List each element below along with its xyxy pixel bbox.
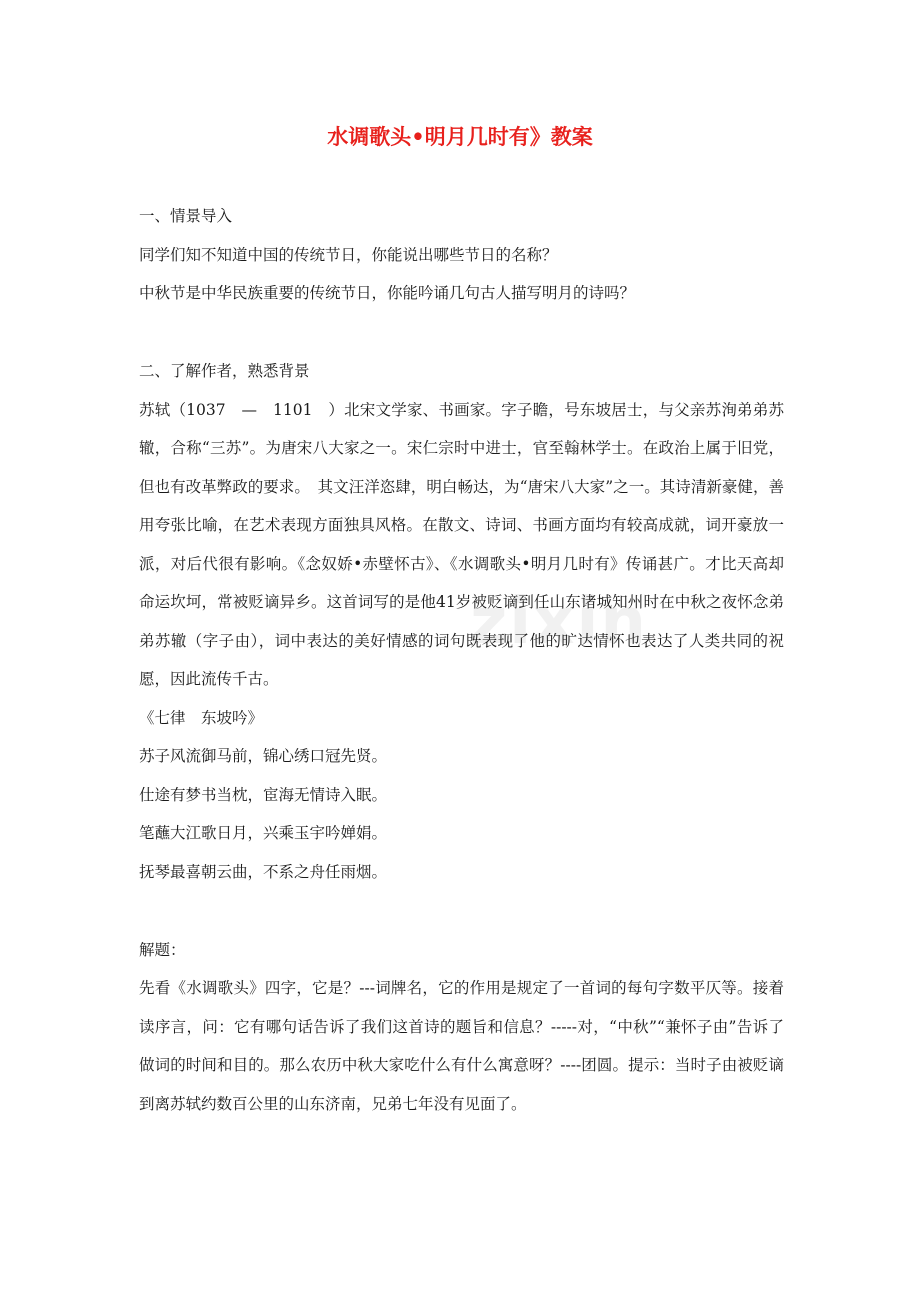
poem-line-3: 笔蘸大江歌日月，兴乘玉宇吟婵娟。 bbox=[139, 824, 388, 842]
poem-line-2: 仕途有梦书当枕，宦海无情诗入眠。 bbox=[139, 785, 388, 804]
section-heading-author: 二、了解作者，熟悉背景 bbox=[139, 362, 310, 380]
document-title: 水调歌头•明月几时有》教案 bbox=[327, 124, 593, 149]
intro-line-2: 中秋节是中华民族重要的传统节日，你能吟诵几句古人描写明月的诗吗？ bbox=[139, 284, 636, 302]
poem-title: 《七律 东坡吟》 bbox=[139, 708, 264, 727]
document-body bbox=[139, 206, 784, 1132]
section-heading-explanation: 解题： bbox=[139, 940, 186, 959]
poem-line-1: 苏子风流御马前，锦心绣口冠先贤。 bbox=[139, 747, 388, 765]
author-paragraph: 苏轼（1037 — 1101 ）北宋文学家、书画家。字子瞻，号东坡居士，与父亲苏洵弟弟苏辙，合称“三苏”。为唐宋八大家之一。宋仁宗时中进士，官至翰林学士。在政治上属于旧党，但也有改革弊政的要求。 其文汪洋恣肆，明白畅达，为“唐宋八大家”之一。其诗清新豪健，善用夸张比喻，在艺术表现方面独具风格。在散文、诗词、书画方面均有较高成就，词开豪放一派，对后代很有影响。《念奴娇•赤壁怀古》、《水调歌头•明月几时有》传诵甚广。才比天高却命运坎坷，常被贬谪异乡。这首词写的是他41岁被贬谪到任山东诸城知州时在中秋之夜怀念弟弟苏辙（字子由），词中表达的美好情感的词句既表现了他的旷达情怀也表达了人类共同的祝愿，因此流传千古。 bbox=[139, 400, 784, 688]
poem-line-4: 抚琴最喜朝云曲，不系之舟任雨烟。 bbox=[139, 862, 388, 881]
intro-line-1: 同学们知不知道中国的传统节日，你能说出哪些节日的名称？ bbox=[139, 245, 558, 264]
section-heading-intro: 一、情景导入 bbox=[139, 207, 233, 225]
explanation-paragraph-block bbox=[139, 969, 784, 1123]
author-paragraph-block bbox=[139, 391, 784, 699]
watermark: zixin bbox=[470, 585, 648, 659]
explanation-paragraph: 先看《水调歌头》四字，它是？---词牌名，它的作用是规定了一首词的每句字数平仄等。接着读序言，问：它有哪句话告诉了我们这首诗的题旨和信息？-----对，“中秋”“兼怀子由”告诉了做词的时间和目的。那么农历中秋大家吃什么有什么寓意呀？----团圆。提示：当时子由被贬谪到离苏轼约数百公里的山东济南，兄弟七年没有见面了。 bbox=[139, 979, 784, 1113]
